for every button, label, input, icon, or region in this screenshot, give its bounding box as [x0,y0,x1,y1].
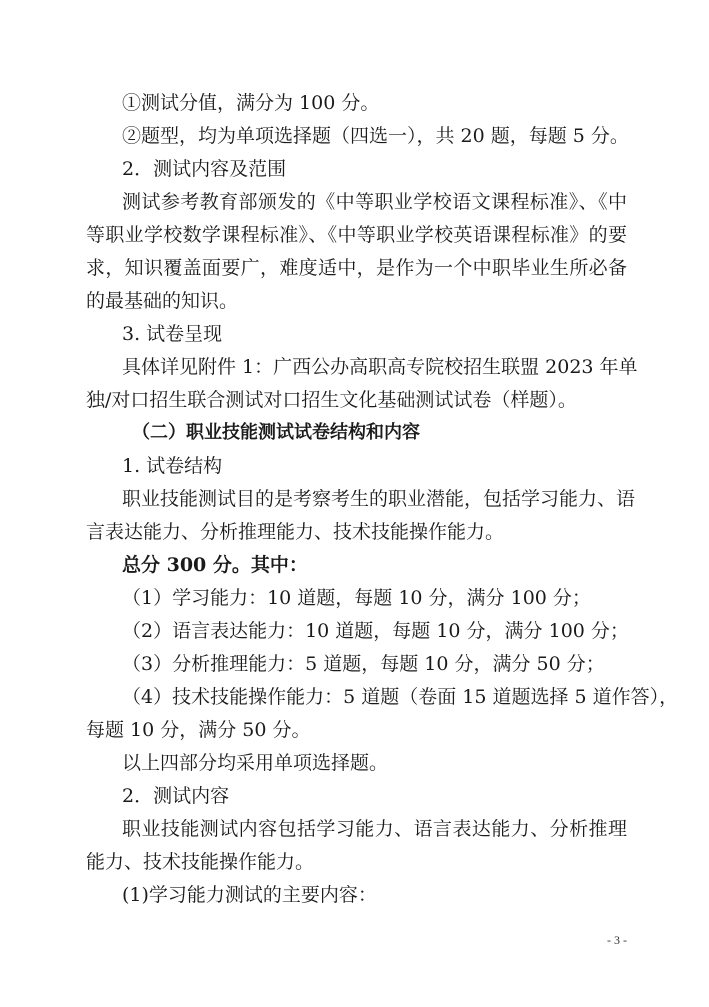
paragraph-line: 独/对口招生联合测试对口招生文化基础测试试卷（样题）。 [86,389,577,411]
paragraph-line: 言表达能力、分析推理能力、技术技能操作能力。 [86,521,505,543]
section-heading: （二）职业技能测试试卷结构和内容 [132,422,420,443]
paragraph-line: 能力、技术技能操作能力。 [86,851,315,873]
paragraph-line: 测试参考教育部颁发的《中等职业学校语文课程标准》、《中 [122,191,627,213]
page-number: - 3 - [607,933,627,947]
paragraph-line: 的最基础的知识。 [86,290,239,312]
section-subheading: 3. 试卷呈现 [122,323,223,345]
paragraph-line: 职业技能测试目的是考察考生的职业潜能，包括学习能力、语 [122,488,636,510]
list-item: （3）分析推理能力：5 道题，每题 10 分，满分 50 分； [122,653,605,675]
paragraph-line: 求，知识覆盖面要广，难度适中，是作为一个中职毕业生所必备 [86,257,627,279]
list-item: （2）语言表达能力：10 道题，每题 10 分，满分 100 分； [122,620,629,642]
paragraph-line: ①测试分值，满分为 100 分。 [122,92,380,114]
section-subheading: 2．测试内容 [122,785,230,807]
list-item: （1）学习能力：10 道题，每题 10 分，满分 100 分； [122,587,591,609]
paragraph-line: 职业技能测试内容包括学习能力、语言表达能力、分析推理 [122,818,627,840]
paragraph-line: 等职业学校数学课程标准》、《中等职业学校英语课程标准》的要 [86,224,627,246]
paragraph-line: 具体详见附件 1：广西公办高职高专院校招生联盟 2023 年单 [122,356,638,378]
section-subheading: 1. 试卷结构 [122,455,223,477]
list-item-continuation: 每题 10 分，满分 50 分。 [86,719,311,741]
paragraph-line: ②题型，均为单项选择题（四选一），共 20 题，每题 5 分。 [122,125,629,147]
total-score-line: 总分 300 分。其中： [122,554,308,576]
paragraph-line: (1)学习能力测试的主要内容： [122,884,377,906]
paragraph-line: 以上四部分均采用单项选择题。 [122,752,389,774]
section-subheading: 2．测试内容及范围 [122,158,287,180]
list-item: （4）技术技能操作能力：5 道题（卷面 15 道题选择 5 道作答）， [122,686,679,708]
